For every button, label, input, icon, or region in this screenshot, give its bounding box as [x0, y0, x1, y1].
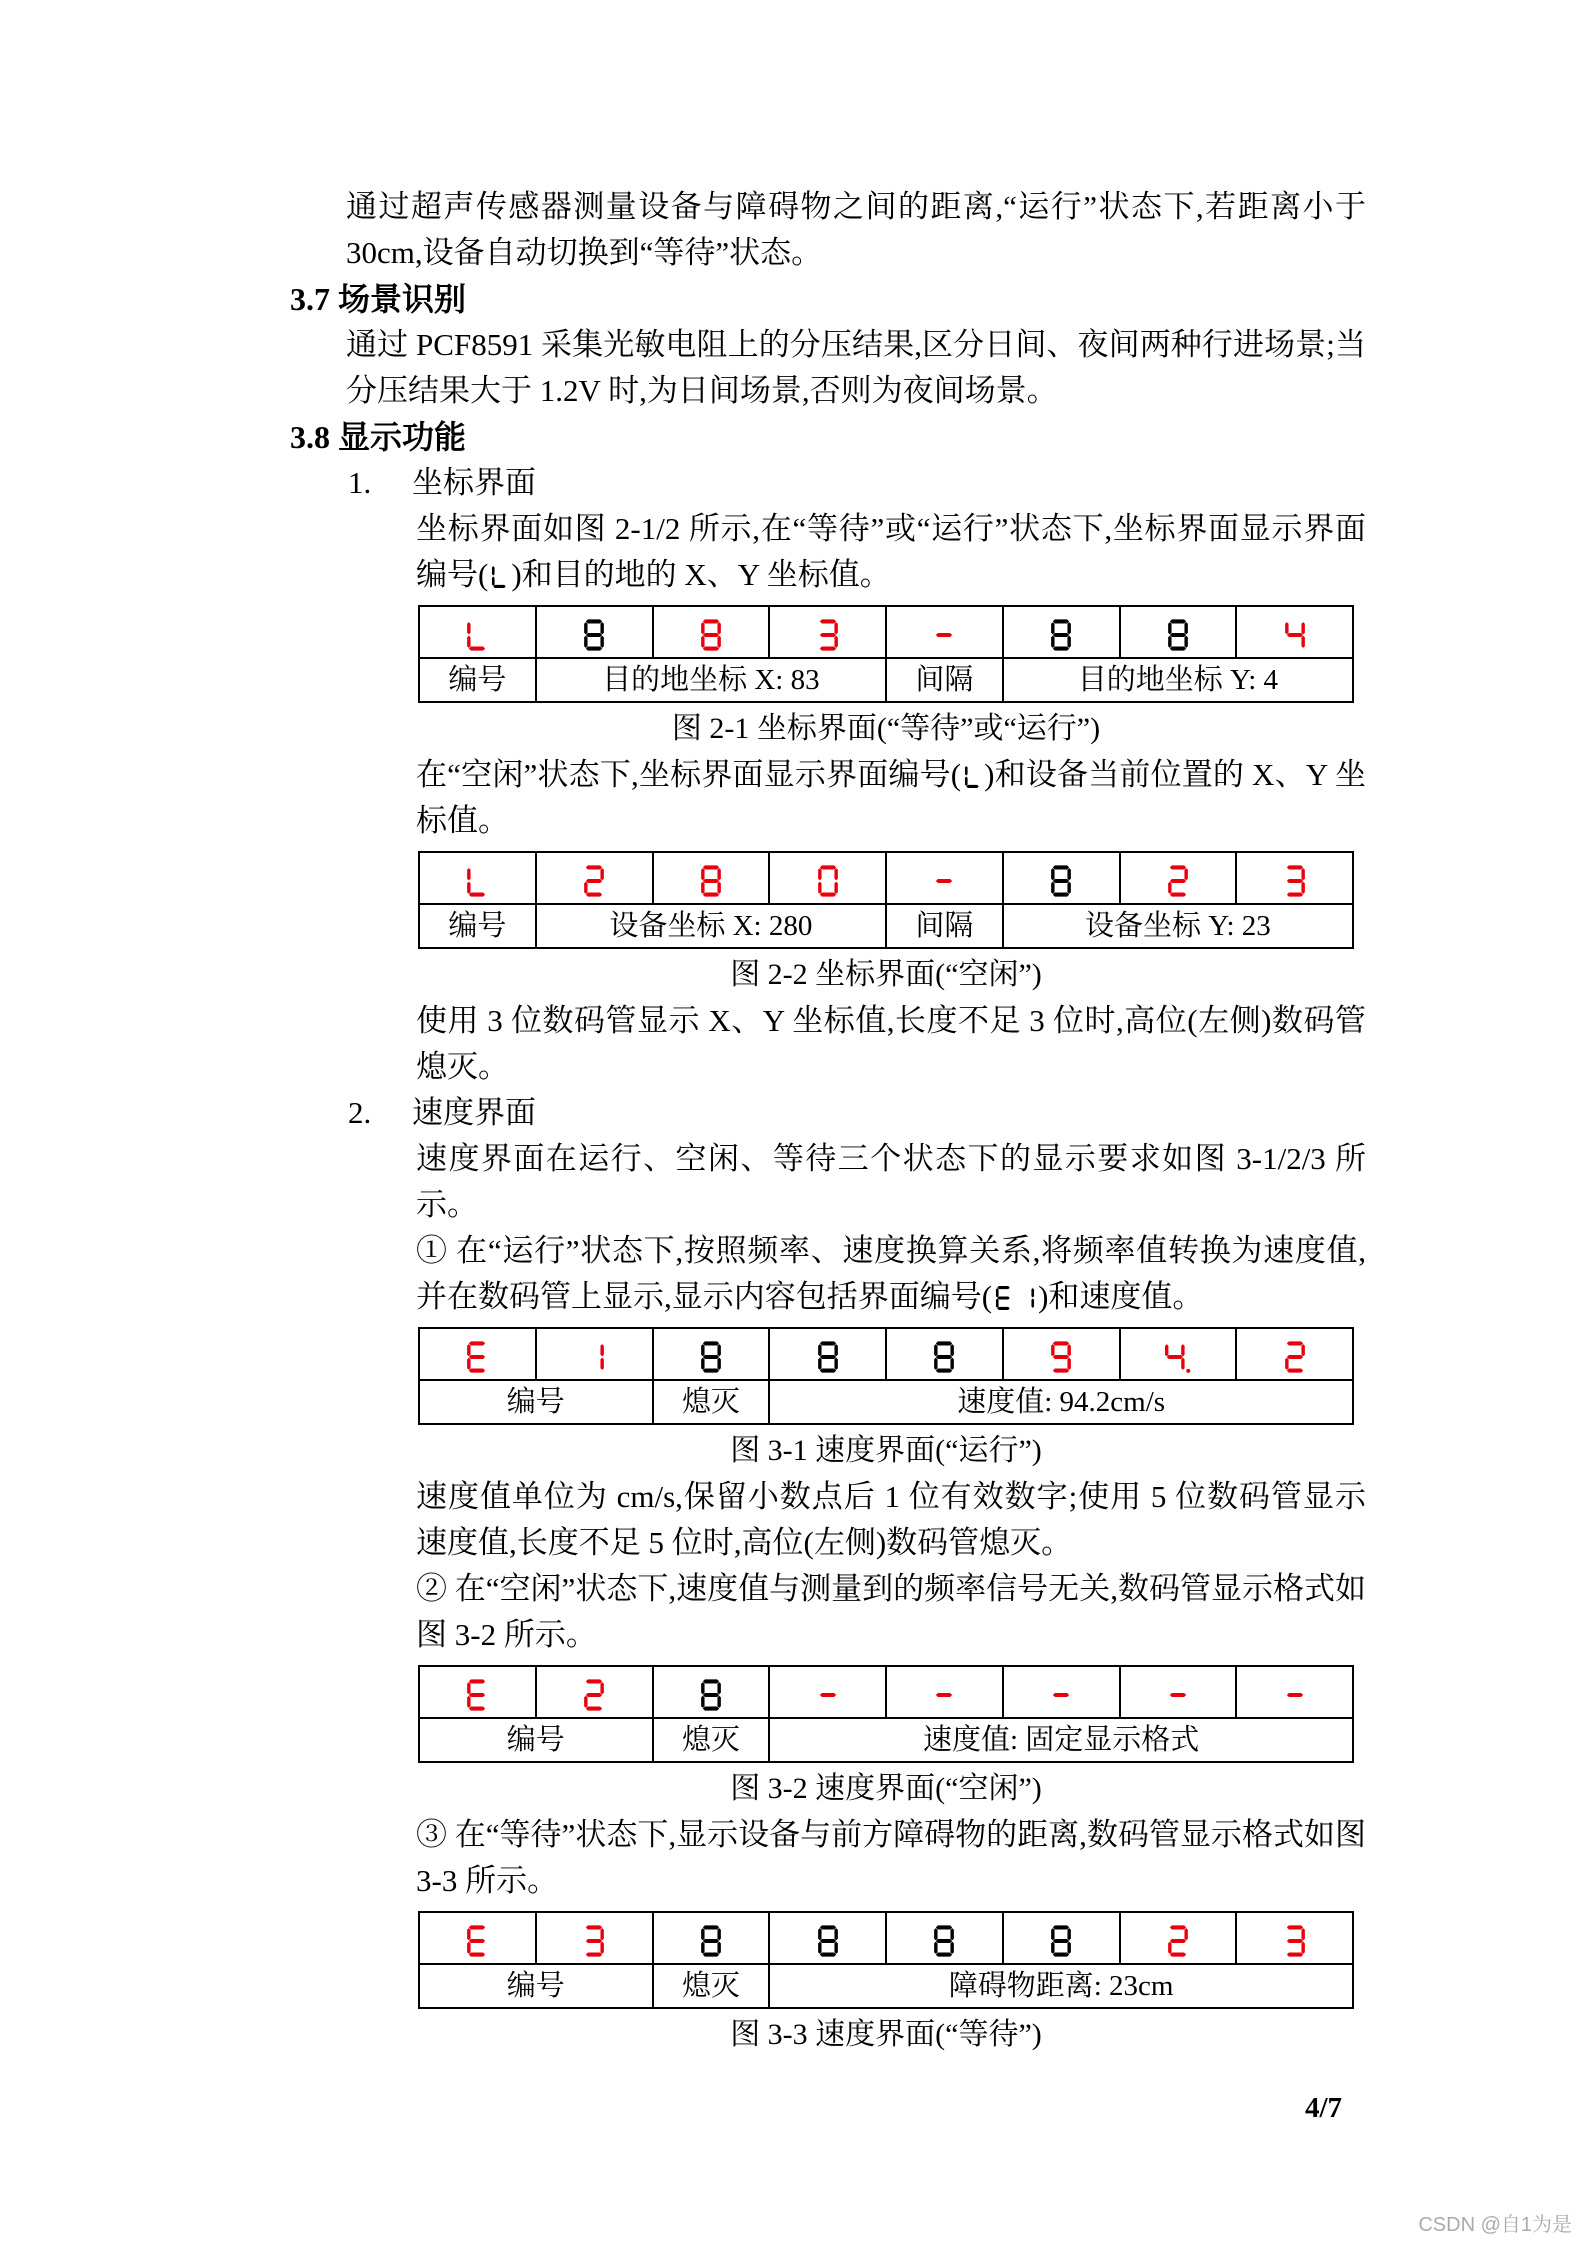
seg-label-cell: 设备坐标 X: 280 [536, 904, 886, 948]
seg-digit-3 [536, 1912, 653, 1964]
list-item-speed [290, 1090, 1366, 1136]
page-number: 4/7 [1304, 2092, 1342, 2124]
seg-label-cell: 编号 [419, 1380, 653, 1424]
paragraph-speed-intro: 速度界面在运行、空闲、等待三个状态下的显示要求如图 3-1/2/3 所示。 [416, 1141, 1366, 1222]
seg-digit-3 [1236, 1912, 1353, 1964]
seg-digit-dash [886, 1666, 1003, 1718]
heading-3-7: 3.7 场景识别 [290, 281, 467, 317]
seg-digit-4 [1120, 1328, 1237, 1380]
text-run: 坐标界面如图 2-1/2 所示,在“等待”或“运行”状态下,坐标界面显示界面编号( [416, 511, 1366, 592]
seg-digit-8-off [769, 1912, 886, 1964]
seg-label-cell: 编号 [419, 658, 536, 702]
seg-digit-2 [1120, 1912, 1237, 1964]
text-run: )和目的地的 X、Y 坐标值。 [511, 557, 891, 592]
seg-digit-2 [1120, 852, 1237, 904]
seg-label-cell: 间隔 [886, 904, 1003, 948]
seg-digit-E [419, 1328, 536, 1380]
list-item-title: 坐标界面 [412, 465, 536, 500]
seg-digit-8-off [1003, 606, 1120, 658]
seg-digit-dash [886, 606, 1003, 658]
seg-label-cell: 目的地坐标 Y: 4 [1003, 658, 1353, 702]
seg-label-cell: 速度值: 固定显示格式 [769, 1718, 1353, 1762]
seven-seg-E1-glyph [992, 1279, 1038, 1314]
seg-digit-8-off [653, 1328, 770, 1380]
seg-digit-dash [769, 1666, 886, 1718]
seg-digit-8-off [1003, 1912, 1120, 1964]
seg-digit-dash [1120, 1666, 1237, 1718]
paragraph-wait-state: ③ 在“等待”状态下,显示设备与前方障碍物的距离,数码管显示格式如图 3-3 所示。 [416, 1817, 1366, 1898]
seven-seg-L-glyph [488, 557, 511, 592]
seg-digit-8-off [886, 1912, 1003, 1964]
seg-digit-8-off [536, 606, 653, 658]
seg-digit-2 [536, 1666, 653, 1718]
seven-seg-L-glyph [961, 757, 984, 792]
seg-label-cell: 编号 [419, 904, 536, 948]
seg-digit-8-off [769, 1328, 886, 1380]
seg-digit-E [419, 1912, 536, 1964]
seg-digit-4 [1236, 606, 1353, 658]
seg-digit-dash [1236, 1666, 1353, 1718]
paragraph-coord-intro [290, 506, 1366, 598]
caption-fig-2-2: 图 2-2 坐标界面(“空闲”) [730, 958, 1042, 991]
seg-digit-E [419, 1666, 536, 1718]
seg-label-cell: 目的地坐标 X: 83 [536, 658, 886, 702]
list-item-title: 速度界面 [412, 1095, 536, 1130]
seg-label-cell: 编号 [419, 1964, 653, 2008]
seg-display-table-fig-2-1 [418, 605, 1354, 703]
seg-digit-2 [1236, 1328, 1353, 1380]
heading-3-8: 3.8 显示功能 [290, 419, 467, 455]
list-item-number: 1. [348, 465, 372, 500]
seg-label-cell: 熄灭 [653, 1718, 770, 1762]
caption-fig-3-1: 图 3-1 速度界面(“运行”) [730, 1434, 1042, 1467]
seg-digit-1 [536, 1328, 653, 1380]
seg-digit-8 [653, 606, 770, 658]
seg-digit-3 [769, 606, 886, 658]
seg-label-cell: 编号 [419, 1718, 653, 1762]
seg-digit-3 [1236, 852, 1353, 904]
csdn-watermark: CSDN @自1为是 [1418, 2214, 1572, 2236]
seg-digit-8-off [653, 1912, 770, 1964]
seg-digit-8-off [653, 1666, 770, 1718]
seg-display-table-fig-3-1 [418, 1327, 1354, 1425]
text-run: )和设备当前位置的 X、Y 坐标值。 [416, 757, 1366, 838]
seg-digit-8-off [1120, 606, 1237, 658]
seg-label-cell: 熄灭 [653, 1380, 770, 1424]
seg-digit-L [419, 606, 536, 658]
text-run: 在“空闲”状态下,坐标界面显示界面编号( [416, 757, 962, 792]
paragraph-coord-idle [290, 752, 1366, 844]
seg-digit-dash [886, 852, 1003, 904]
seg-display-table-fig-2-2 [418, 851, 1354, 949]
seg-digit-8-off [1003, 852, 1120, 904]
seg-digit-dash [1003, 1666, 1120, 1718]
seg-digit-0 [769, 852, 886, 904]
paragraph-pcf8591: 通过 PCF8591 采集光敏电阻上的分压结果,区分日间、夜间两种行进场景;当分压结果大于 1.2V 时,为日间场景,否则为夜间场景。 [346, 327, 1366, 408]
seg-digit-8-off [886, 1328, 1003, 1380]
seg-label-cell: 间隔 [886, 658, 1003, 702]
list-item-number: 2. [348, 1095, 372, 1130]
caption-fig-2-1: 图 2-1 坐标界面(“等待”或“运行”) [671, 712, 1101, 745]
content-area [290, 184, 1366, 2058]
seg-label-cell: 设备坐标 Y: 23 [1003, 904, 1353, 948]
caption-fig-3-3: 图 3-3 速度界面(“等待”) [730, 2018, 1042, 2051]
seg-label-cell: 熄灭 [653, 1964, 770, 2008]
seg-digit-2 [536, 852, 653, 904]
text-run: )和速度值。 [1038, 1279, 1204, 1314]
seg-display-table-fig-3-3 [418, 1911, 1354, 2009]
seg-label-cell: 速度值: 94.2cm/s [769, 1380, 1353, 1424]
seg-digit-9 [1003, 1328, 1120, 1380]
paragraph-idle-state: ② 在“空闲”状态下,速度值与测量到的频率信号无关,数码管显示格式如图 3-2 所示。 [416, 1571, 1366, 1652]
paragraph-three-digit-note: 使用 3 位数码管显示 X、Y 坐标值,长度不足 3 位时,高位(左侧)数码管熄灭。 [416, 1003, 1366, 1084]
seg-digit-8 [653, 852, 770, 904]
text-run: ① 在“运行”状态下,按照频率、速度换算关系,将频率值转换为速度值,并在数码管上显示,显示内容包括界面编号( [416, 1233, 1366, 1314]
paragraph-ultrasonic: 通过超声传感器测量设备与障碍物之间的距离,“运行”状态下,若距离小于30cm,设备自动切换到“等待”状态。 [346, 189, 1366, 270]
seg-label-cell: 障碍物距离: 23cm [769, 1964, 1353, 2008]
caption-fig-3-2: 图 3-2 速度界面(“空闲”) [730, 1772, 1042, 1805]
seg-display-table-fig-3-2 [418, 1665, 1354, 1763]
list-item-coordinate [290, 460, 1366, 506]
seg-digit-L [419, 852, 536, 904]
paragraph-run-state [290, 1228, 1366, 1320]
paragraph-speed-unit: 速度值单位为 cm/s,保留小数点后 1 位有效数字;使用 5 位数码管显示速度值,长度不足 5 位时,高位(左侧)数码管熄灭。 [416, 1479, 1366, 1560]
